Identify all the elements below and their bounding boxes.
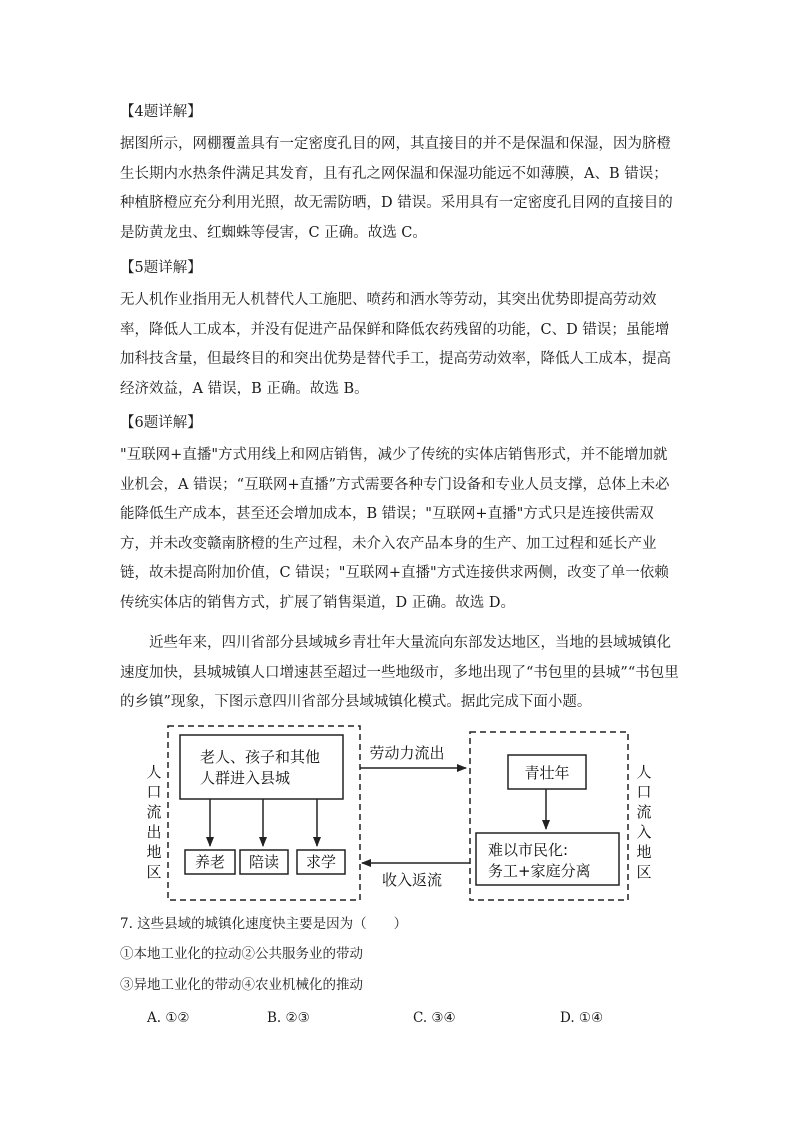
inflow-region-char: 人 — [636, 763, 652, 781]
intro-paragraph: 近些年来，四川省部分县域城乡青壮年大量流向东部发达地区，当地的县域城镇化速度加快，县城城镇人口增速甚至超过一些地级市，多地出现了“书包里的县城”“书包里的乡镇”现象，下图示意四川省部分县域城镇化模式。据此完成下面小题。 — [120, 635, 679, 710]
section-5-header: 【5题详解】 — [120, 260, 202, 276]
inflow-region-label — [636, 763, 651, 881]
inflow-region-char: 地 — [636, 843, 652, 861]
inflow-region-char: 入 — [636, 823, 652, 841]
option-d[interactable]: D. ①④ — [560, 1010, 604, 1026]
option-c[interactable]: C. ③④ — [413, 1010, 456, 1026]
section-5-body: 无人机作业指用无人机替代人工施肥、喷药和洒水等劳动，其突出优势即提高劳动效率，降低人工成本，并没有促进产品保鲜和降低农药残留的功能，C、D 错误；虽能增加科技含量，但最终目的和突出优势是替代手工，提高劳动效率，降低人工成本，提高经济效益，A 错误，B 正确。故选 B。 — [120, 292, 671, 397]
elders-line-1: 老人、孩子和其他 — [200, 748, 321, 766]
elders-line-2: 人群进入县城 — [200, 769, 291, 787]
accompany-study-label: 陪读 — [248, 853, 280, 871]
labor-outflow-label: 劳动力流出 — [369, 744, 445, 762]
section-4-body: 据图所示，网棚覆盖具有一定密度孔目的网，其直接目的并不是保温和保湿，因为脐橙生长期内水热条件满足其发育，且有孔之网保温和保湿功能远不如薄膜，A、B 错误；种植脐橙应充分利用光照，故无需防晒，D 错误。采用具有一定密度孔目网的直接目的是防黄龙虫、红蜘蛛等侵害，C 正确。故选 C。 — [120, 136, 673, 241]
outflow-region-char: 流 — [146, 803, 162, 821]
elderly-care-label: 养老 — [194, 853, 226, 871]
question-7-line-1: ①本地工业化的拉动②公共服务业的带动 — [120, 946, 363, 962]
section-4-header: 【4题详解】 — [120, 104, 202, 120]
outflow-region-label — [146, 763, 161, 881]
hardship-line-2: 务工+家庭分离 — [488, 862, 591, 880]
income-return-label: 收入返流 — [381, 871, 443, 889]
outflow-region-char: 区 — [146, 863, 162, 881]
section-6-header: 【6题详解】 — [120, 415, 202, 431]
question-7-stem: 7. 这些县域的城镇化速度快主要是因为（ ） — [120, 916, 408, 932]
option-b[interactable]: B. ②③ — [267, 1010, 310, 1026]
schooling-label: 求学 — [305, 853, 337, 871]
outflow-region-char: 出 — [146, 823, 162, 841]
inflow-region-char: 区 — [636, 863, 652, 881]
hardship-line-1: 难以市民化: — [488, 841, 569, 859]
option-a[interactable]: A. ①② — [147, 1010, 190, 1026]
outflow-region-char: 人 — [146, 763, 162, 781]
outflow-region-char: 地 — [146, 843, 162, 861]
urbanization-diagram — [140, 722, 660, 907]
youth-label: 青壮年 — [524, 764, 570, 782]
inflow-region-char: 口 — [636, 783, 652, 801]
section-6-body: "互联网+直播"方式用线上和网店销售，减少了传统的实体店销售形式，并不能增加就业机会，A 错误；“互联网+直播”方式需要各种专门设备和专业人员支撑，总体上未必能降低生产成本，甚至还会增加成本，B 错误；"互联网+直播"方式只是连接供需双方，并未改变赣南脐橙的生产过程，未介入农产品本身的生产、加工过程和延长产业链，故未提高附加价值，C 错误；"互联网+直播"方式连接供求两侧，改变了单一依赖传统实体店的销售方式，扩展了销售渠道，D 正确。故选 D。 — [120, 447, 670, 611]
elders-box — [180, 735, 343, 799]
question-7-line-2: ③异地工业化的带动④农业机械化的推动 — [120, 977, 363, 993]
inflow-region-char: 流 — [636, 803, 652, 821]
outflow-region-char: 口 — [146, 783, 162, 801]
